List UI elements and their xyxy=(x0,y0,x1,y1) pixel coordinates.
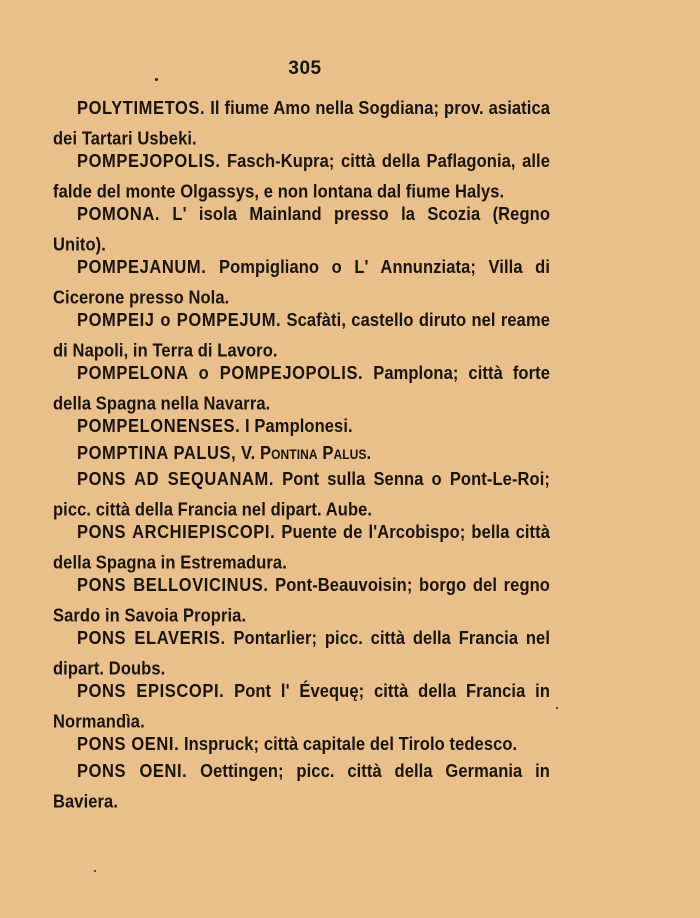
entry-term: POMPELONENSES. xyxy=(77,416,241,437)
entry-term: POMPEIJ o POMPEJUM. xyxy=(77,310,282,331)
entry-text: I Pamplonesi. xyxy=(240,416,353,437)
entry-term: POMONA. xyxy=(77,204,161,225)
entry-term: POMPEJOPOLIS. xyxy=(77,151,221,172)
entry-term: POLYTIMETOS. xyxy=(77,98,206,119)
entry-text: Oettingen; picc. città della Germania in Baviera. xyxy=(53,760,550,811)
dictionary-entry xyxy=(53,518,550,577)
dictionary-entry xyxy=(53,730,550,760)
entry-term: PONS BELLOVICINUS. xyxy=(77,575,269,596)
entry-text: L' isola Mainland presso la Scozia (Regno Unito). xyxy=(53,204,550,255)
dictionary-entry xyxy=(53,94,550,153)
dictionary-entry xyxy=(53,412,550,442)
ink-speck xyxy=(94,870,96,872)
dictionary-entry xyxy=(53,439,550,469)
entry-text: Inspruck; città capitale del Tirolo tedesco. xyxy=(179,734,518,755)
entry-text: V. xyxy=(236,442,260,464)
entry-text: Pont l' Évequę; città della Francia in Normandìa. xyxy=(53,681,550,732)
entry-text: Pontarlier; picc. città della Francia nel dipart. Doubs. xyxy=(53,628,550,679)
cross-reference: Pontina Palus. xyxy=(260,442,372,464)
entry-text: Pamplona; città forte della Spagna nella Navarra. xyxy=(53,363,550,414)
entry-text: Il fiume Amo nella Sogdiana; prov. asiatica dei Tartari Usbeki. xyxy=(53,98,550,149)
dictionary-entry xyxy=(53,624,550,683)
dictionary-entry xyxy=(53,306,550,365)
dictionary-entry xyxy=(53,677,550,736)
entry-term: PONS OENI. xyxy=(77,734,180,755)
entry-term: POMPELONA o POMPEJOPOLIS. xyxy=(77,363,364,384)
dictionary-entry xyxy=(53,757,550,816)
dictionary-entry xyxy=(53,465,550,524)
entry-text: Fasch-Kupra; città della Paflagonia, alle falde del monte Olgassys, e non lontana dal fiume Halys. xyxy=(53,151,550,202)
dictionary-entry xyxy=(53,147,550,206)
entry-term: POMPTINA PALUS, xyxy=(77,442,237,464)
ink-speck xyxy=(556,707,558,709)
entry-term: POMPEJANUM. xyxy=(77,257,207,278)
entry-term: PONS ELAVERIS. xyxy=(77,628,226,649)
entry-term: PONS AD SEQUANAM. xyxy=(77,469,275,490)
dictionary-entries xyxy=(53,94,550,810)
entry-term: PONS EPISCOPI. xyxy=(77,681,225,702)
entry-term: PONS OENI. xyxy=(77,760,188,782)
entry-text: Pont sulla Senna o Pont-Le-Roi; picc. città della Francia nel dipart. Aube. xyxy=(53,469,551,520)
entry-text: Scafàti, castello diruto nel reame di Napoli, in Terra di Lavoro. xyxy=(53,310,550,361)
entry-text: Pompigliano o L' Annunziata; Villa di Cicerone presso Nola. xyxy=(53,257,550,308)
page-number: 305 xyxy=(288,58,322,79)
dictionary-entry xyxy=(53,200,550,259)
dictionary-entry xyxy=(53,359,550,418)
dictionary-entry xyxy=(53,571,550,630)
dictionary-entry xyxy=(53,253,550,312)
entry-text: Pont-Beauvoisin; borgo del regno Sardo in Savoia Propria. xyxy=(53,575,550,626)
entry-term: PONS ARCHIEPISCOPI. xyxy=(77,522,276,543)
entry-text: Puente de l'Arcobispo; bella città della Spagna in Estremadura. xyxy=(53,522,551,573)
ink-speck xyxy=(155,78,158,81)
